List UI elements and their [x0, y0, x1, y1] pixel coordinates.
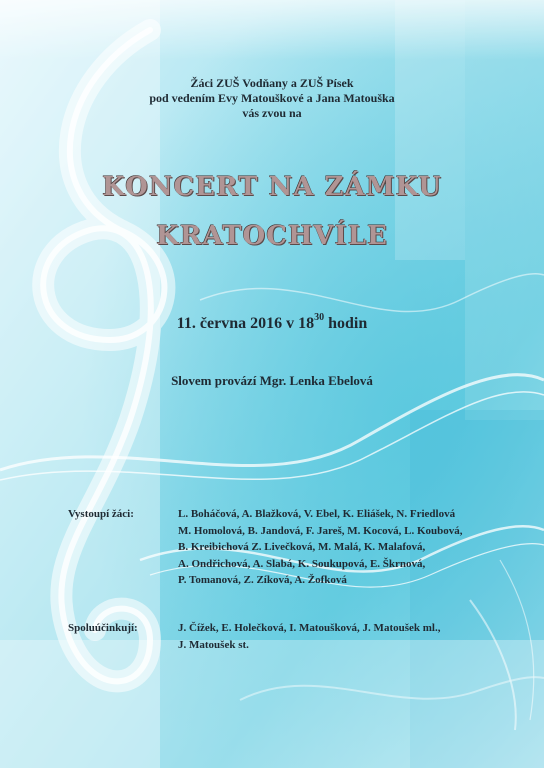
guests-list [178, 620, 508, 653]
guests-label: Spoluúčinkují: [68, 622, 138, 634]
concert-title-line-2: KRATOCHVÍLE [156, 221, 388, 251]
intro-line-1: Žáci ZUŠ Vodňany a ZUŠ Písek [190, 76, 354, 90]
concert-title-line-1: KONCERT NA ZÁMKU [102, 172, 442, 202]
intro-line-2: pod vedením Evy Matouškové a Jana Matouška [149, 91, 395, 105]
concert-date [0, 312, 544, 333]
performers-line: L. Boháčová, A. Blažková, V. Ebel, K. Eliášek, N. Friedlová [178, 508, 456, 520]
performers-line: B. Kreibichová Z. Livečková, M. Malá, K. Malafová, [178, 541, 426, 554]
performers-list [178, 506, 508, 589]
date-text: 11. června 2016 v 18 [176, 315, 315, 332]
date-suffix: hodin [324, 315, 368, 332]
guests-line: J. Čížek, E. Holečková, I. Matoušková, J. Matoušek ml., [178, 622, 441, 634]
intro-block [0, 76, 544, 121]
host-line: Slovem provází Mgr. Lenka Ebelová [171, 373, 373, 388]
guests-line: J. Matoušek st. [178, 638, 249, 651]
performers-line: A. Ondřichová, A. Slabá, K. Soukupová, E. Škrnová, [178, 557, 426, 570]
performers-line: P. Tomanová, Z. Zíková, A. Žofková [178, 574, 347, 587]
performers-label: Vystoupí žáci: [68, 508, 134, 520]
intro-line-3: vás zvou na [242, 106, 302, 120]
time-minutes: 30 [314, 312, 325, 323]
performers-line: M. Homolová, B. Jandová, F. Jareš, M. Kocová, L. Koubová, [178, 524, 463, 537]
